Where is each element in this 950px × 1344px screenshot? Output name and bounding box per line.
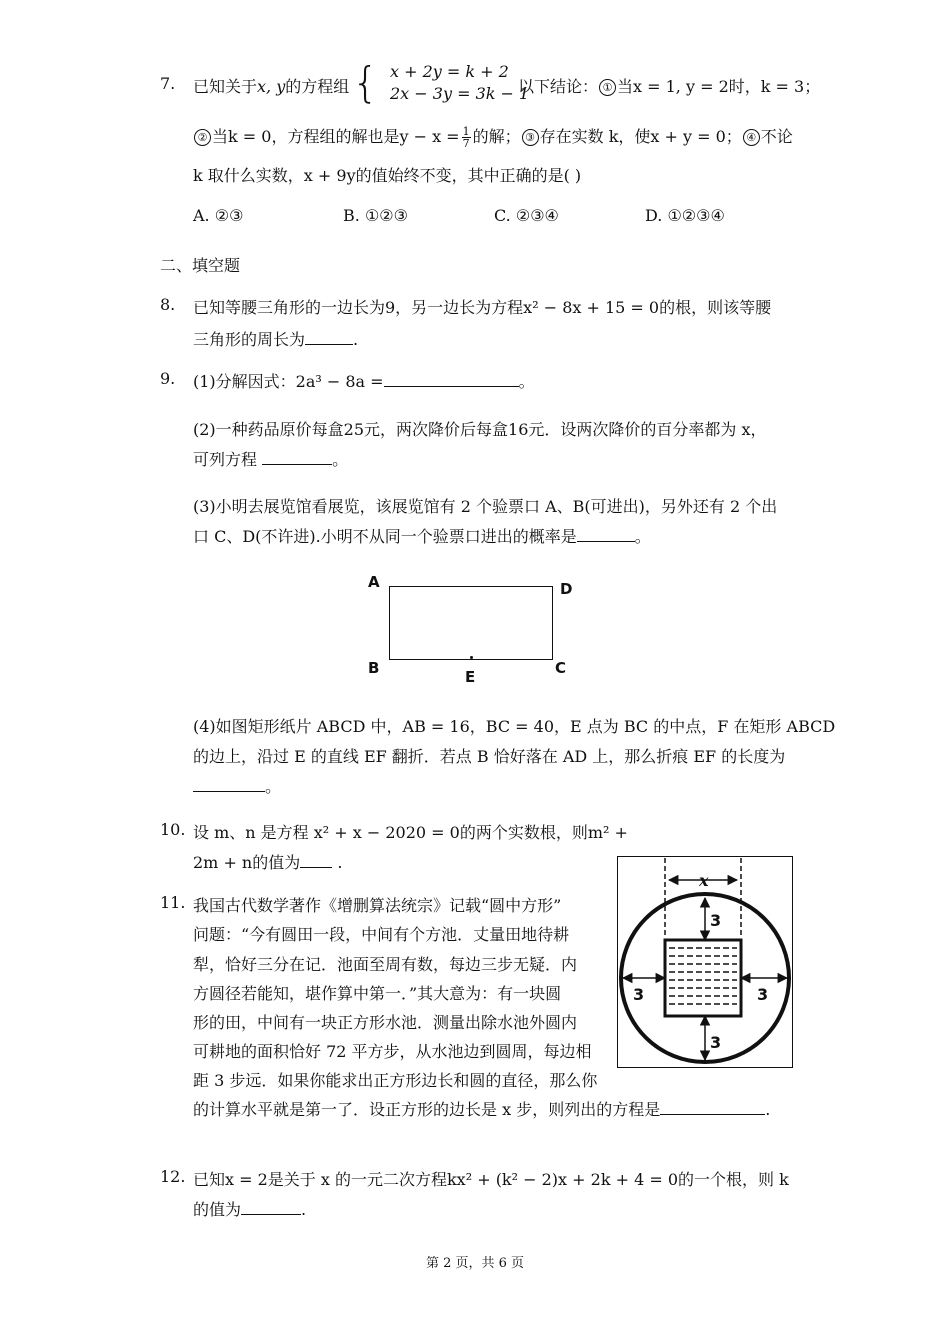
q9-p2-line2: 可列方程 。 (193, 450, 349, 469)
answer-blank[interactable] (384, 372, 519, 387)
q9-p4-line2: 的边上，沿过 E 的直线 EF 翻折．若点 B 恰好落在 AD 上，那么折痕 EF 的长度为 (193, 747, 786, 766)
circle-square-figure (617, 856, 793, 1068)
q9-p3-line2: 口 C、D(不许进).小明不从同一个验票口进出的概率是 。 (193, 527, 651, 546)
q10-line2: 2m + n的值为 . (193, 853, 343, 872)
q8-line2: 三角形的周长为 . (193, 330, 359, 349)
answer-blank[interactable] (262, 450, 332, 465)
q12-number: 12. (160, 1167, 186, 1186)
q11-line: 犁，恰好三分在记．池面至周有数，每边三步无疑．内 (193, 955, 578, 974)
label-a: A (368, 573, 380, 591)
answer-blank[interactable] (241, 1200, 301, 1215)
label-e: E (465, 668, 476, 686)
q11-line: 距 3 步远．如果你能求出正方形边长和圆的直径，那么你 (193, 1071, 598, 1090)
option-d: D. ①②③④ (645, 206, 725, 225)
fig-3-left: 3 (633, 985, 645, 1004)
answer-blank[interactable] (193, 777, 265, 792)
label-c: C (555, 659, 567, 677)
q9-p3-line1: (3)小明去展览馆看展览，该展览馆有 2 个验票口 A、B(可进出)，另外还有 2 个出 (193, 497, 778, 516)
answer-blank[interactable] (305, 330, 353, 345)
q9-number: 9. (160, 369, 176, 388)
rectangle-figure (389, 586, 553, 660)
q7-number: 7. (160, 74, 176, 93)
q11-line: 问题：“今有圆田一段，中间有个方池．丈量田地待耕 (193, 925, 570, 944)
q7-line2: ② 当k = 0，方程组的解也是y − x = $\frac{1}{7}$ 的解； ③ 存在实数 k，使x + y = 0； ④ 不论 (193, 124, 793, 149)
q9-p1: (1)分解因式：2a³ − 8a = 。 (193, 372, 535, 391)
q9-p2-line1: (2)一种药品原价每盒25元，两次降价后每盒16元．设两次降价的百分率都为 x， (193, 420, 767, 439)
q8-number: 8. (160, 295, 176, 314)
option-a: A. ②③ (193, 206, 244, 225)
q7-line3: k 取什么实数，x + 9y的值始终不变，其中正确的是( ) (193, 166, 582, 185)
answer-blank[interactable] (300, 853, 332, 868)
q10-line1: 设 m、n 是方程 x² + x − 2020 = 0的两个实数根，则m² + (193, 823, 628, 842)
q11-line: 方圆径若能知，堪作算中第一．”其大意为：有一块圆 (193, 984, 562, 1003)
answer-blank[interactable] (577, 527, 635, 542)
answer-blank[interactable] (660, 1100, 765, 1115)
q12-line1: 已知x = 2是关于 x 的一元二次方程kx² + (k² − 2)x + 2k + 4 = 0的一个根，则 k (193, 1170, 789, 1189)
q9-p4-line1: (4)如图矩形纸片 ABCD 中，AB = 16，BC = 40，E 点为 BC 的中点，F 在矩形 ABCD (193, 717, 836, 736)
q11-number: 11. (160, 893, 186, 912)
option-c: C. ②③④ (494, 206, 559, 225)
fig-x-label: x (699, 871, 709, 890)
point-e-dot (470, 656, 473, 659)
label-d: D (560, 580, 573, 598)
q10-number: 10. (160, 820, 186, 839)
left-brace: { (352, 58, 379, 107)
q7-eq2: 2x − 3y = 3k − 1 (390, 84, 530, 103)
q11-last-line: 的计算水平就是第一了．设正方形的边长是 x 步，则列出的方程是 . (193, 1100, 771, 1119)
fig-3-right: 3 (757, 985, 769, 1004)
section-title: 二、填空题 (160, 256, 241, 275)
q11-line: 我国古代数学著作《增删算法统宗》记载“圆中方形” (193, 896, 562, 915)
fig-3-bottom: 3 (710, 1033, 722, 1052)
q8-line1: 已知等腰三角形的一边长为9，另一边长为方程x² − 8x + 15 = 0的根，则该等腰 (193, 298, 772, 317)
label-b: B (368, 659, 380, 677)
page-footer: 第 2 页，共 6 页 (425, 1256, 525, 1271)
q11-line: 可耕地的面积恰好 72 平方步，从水池边到圆周，每边相 (193, 1042, 592, 1061)
q12-line2: 的值为 . (193, 1200, 307, 1219)
fraction: $\frac{1}{7}$ (462, 125, 470, 150)
fig-3-top: 3 (710, 911, 722, 930)
q11-line: 形的田，中间有一块正方形水池．测量出除水池外圆内 (193, 1013, 578, 1032)
q7-line1-pre: 已知关于x, y的方程组 (193, 77, 350, 96)
q9-p4-line3: 。 (193, 774, 281, 797)
q7-line1-post: 以下结论： ① 当x = 1, y = 2时，k = 3； (518, 77, 821, 96)
option-b: B. ①②③ (343, 206, 408, 225)
q7-eq1: x + 2y = k + 2 (390, 62, 509, 81)
